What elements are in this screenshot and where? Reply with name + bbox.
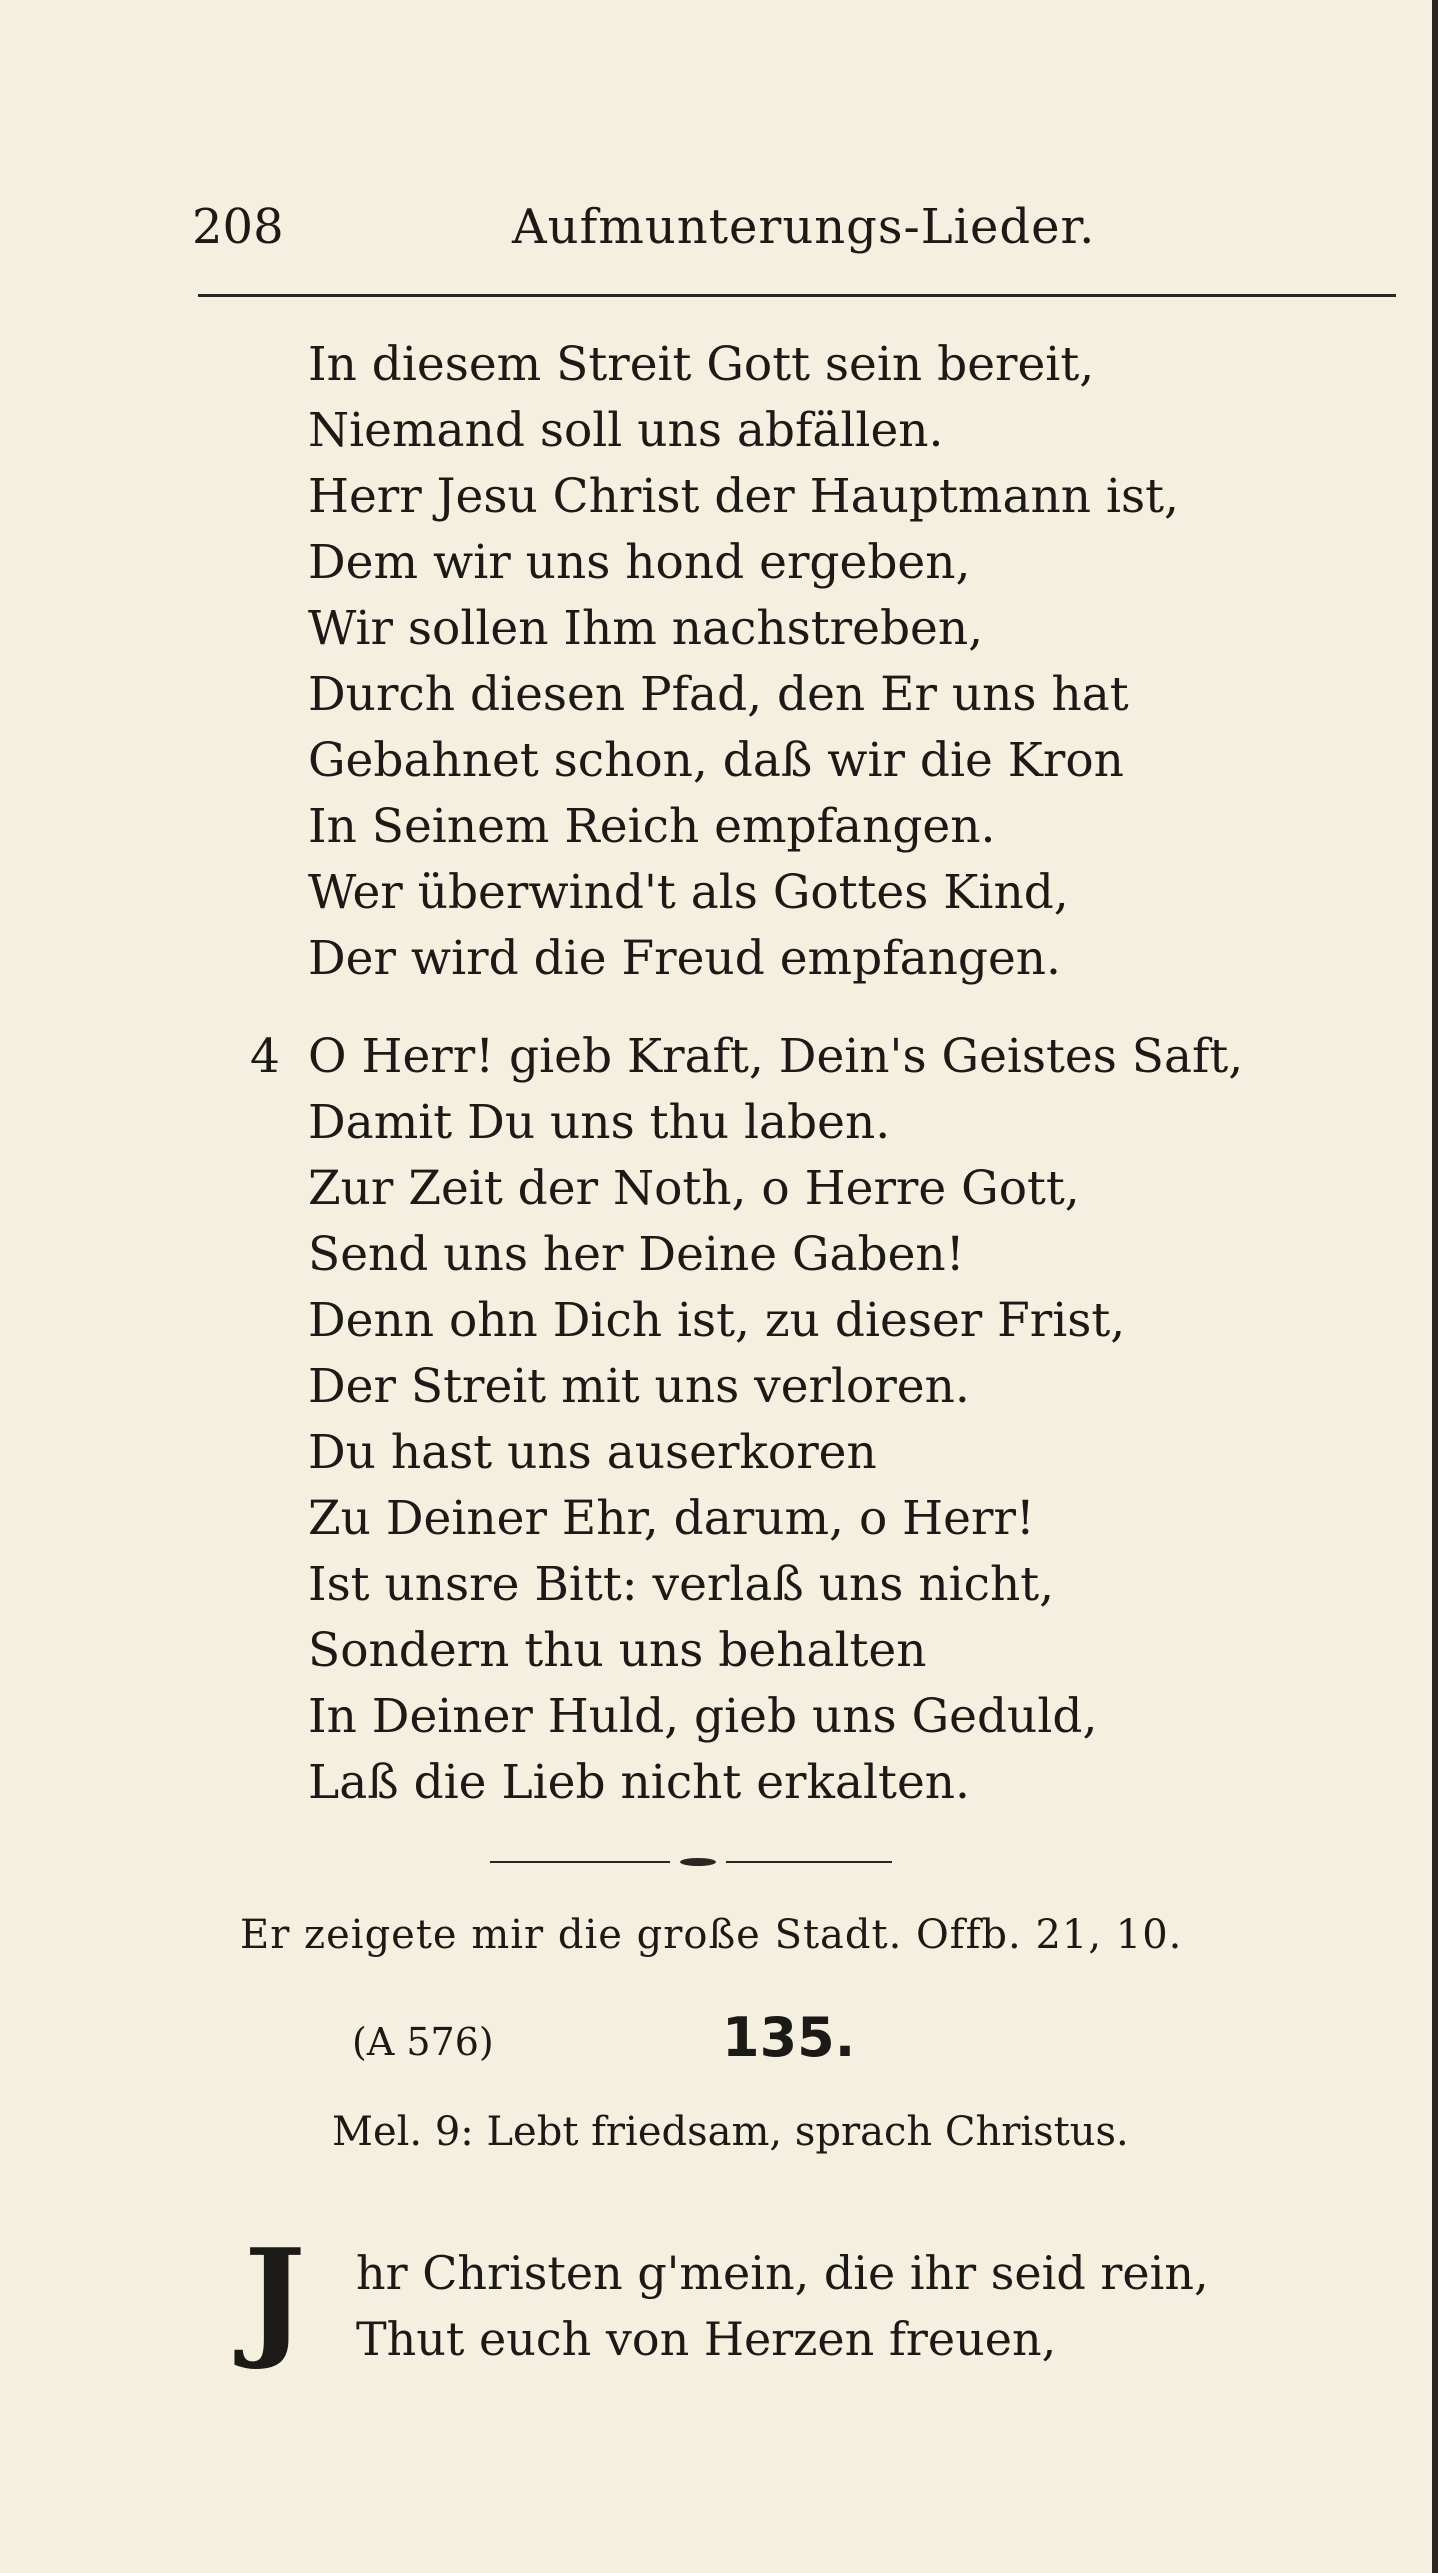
verse-line: Zur Zeit der Noth, o Herre Gott, [308, 1161, 1080, 1216]
verse-line: Durch diesen Pfad, den Er uns hat [308, 667, 1129, 722]
verse-line: Sondern thu uns behalten [308, 1623, 927, 1678]
page-edge [1432, 0, 1438, 2573]
ornamental-divider [490, 1857, 892, 1867]
verse-line: Zu Deiner Ehr, darum, o Herr! [308, 1491, 1035, 1546]
verse-line: Dem wir uns hond ergeben, [308, 535, 971, 590]
verse-line: Damit Du uns thu laben. [308, 1095, 891, 1150]
melody-line: Mel. 9: Lebt friedsam, sprach Christus. [332, 2109, 1129, 2155]
hymn-line: Thut euch von Herzen freuen, [356, 2312, 1057, 2366]
divider-ornament [680, 1858, 716, 1866]
verse-line: In Deiner Huld, gieb uns Geduld, [308, 1689, 1098, 1744]
scripture-motto: Er zeigete mir die große Stadt. Offb. 21, 10. [240, 1912, 1183, 1958]
verse-line: Herr Jesu Christ der Hauptmann ist, [308, 469, 1179, 524]
stanza-number: 4 [250, 1029, 280, 1084]
page-number: 208 [192, 199, 284, 255]
verse-line: Wir sollen Ihm nachstreben, [308, 601, 984, 656]
verse-line: Der Streit mit uns verloren. [308, 1359, 970, 1414]
hymn-number: 135. [722, 2006, 856, 2069]
divider-line-right [726, 1861, 892, 1863]
verse-line: Niemand soll uns abfällen. [308, 403, 944, 458]
verse-line: Laß die Lieb nicht erkalten. [308, 1755, 970, 1810]
verse-line: Denn ohn Dich ist, zu dieser Frist, [308, 1293, 1126, 1348]
verse-line: Gebahnet schon, daß wir die Kron [308, 733, 1124, 788]
verse-line: Ist unsre Bitt: verlaß uns nicht, [308, 1557, 1055, 1612]
verse-line: Du hast uns auserkoren [308, 1425, 877, 1480]
verse-line: In Seinem Reich empfangen. [308, 799, 996, 854]
verse-line: Send uns her Deine Gaben! [308, 1227, 965, 1282]
verse-line: O Herr! gieb Kraft, Dein's Geistes Saft, [308, 1029, 1244, 1084]
divider-line-left [490, 1861, 670, 1863]
verse-line: In diesem Streit Gott sein bereit, [308, 337, 1095, 392]
verse-line: Der wird die Freud empfangen. [308, 931, 1061, 986]
header-rule [198, 294, 1396, 297]
reference-code: (A 576) [352, 2020, 494, 2064]
drop-cap: J [244, 2220, 306, 2373]
verse-line: Wer überwind't als Gottes Kind, [308, 865, 1069, 920]
hymn-line: hr Christen g'mein, die ihr seid rein, [356, 2246, 1209, 2300]
running-title: Aufmunterungs-Lieder. [512, 199, 1096, 255]
